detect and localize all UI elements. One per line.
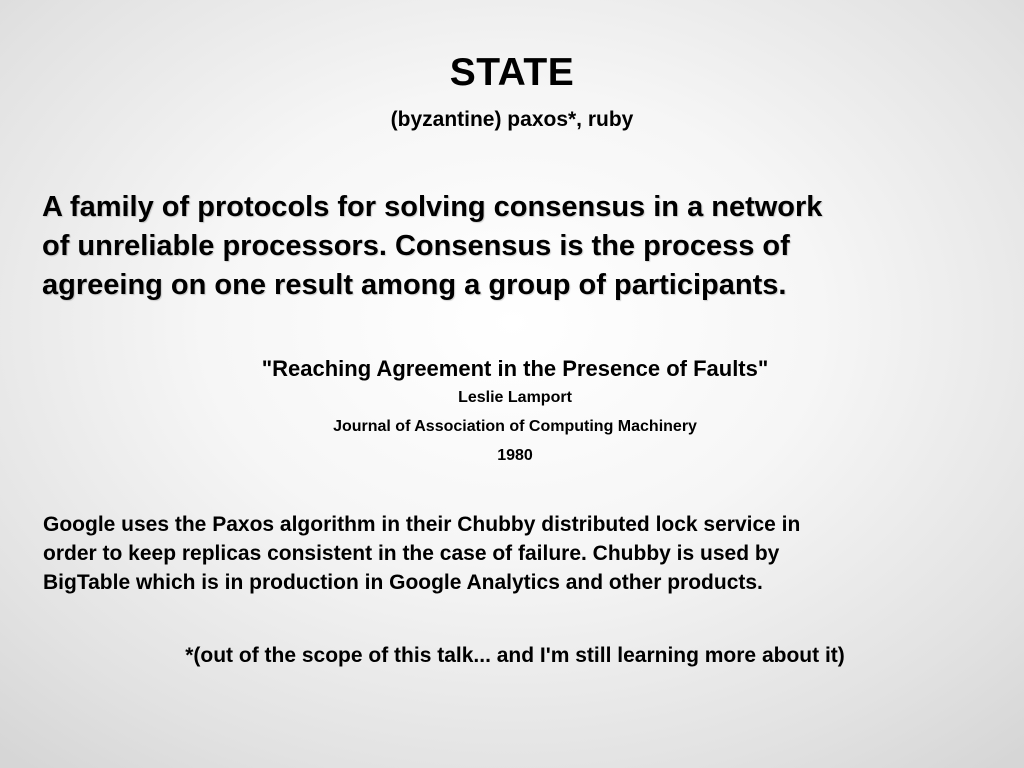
usage-line: order to keep replicas consistent in the case of failure. Chubby is used by (43, 542, 780, 565)
usage-line: BigTable which is in production in Google Analytics and other products. (43, 571, 763, 594)
footnote: *(out of the scope of this talk... and I'm still learning more about it) (185, 644, 845, 667)
citation-year: 1980 (497, 447, 533, 464)
definition-paragraph (42, 188, 1002, 305)
definition-line: agreeing on one result among a group of participants. (42, 269, 787, 301)
citation-block (0, 354, 1024, 466)
definition-line: A family of protocols for solving consensus in a network (42, 191, 823, 223)
citation-title: "Reaching Agreement in the Presence of Faults" (261, 356, 769, 381)
usage-line: Google uses the Paxos algorithm in their Chubby distributed lock service in (43, 513, 801, 536)
citation-journal: Journal of Association of Computing Machinery (333, 418, 697, 435)
usage-paragraph (43, 510, 1003, 597)
citation-author: Leslie Lamport (458, 389, 572, 406)
slide-title: STATE (449, 51, 575, 94)
definition-line: of unreliable processors. Consensus is the process of (42, 230, 790, 262)
slide-subtitle: (byzantine) paxos*, ruby (390, 108, 634, 131)
